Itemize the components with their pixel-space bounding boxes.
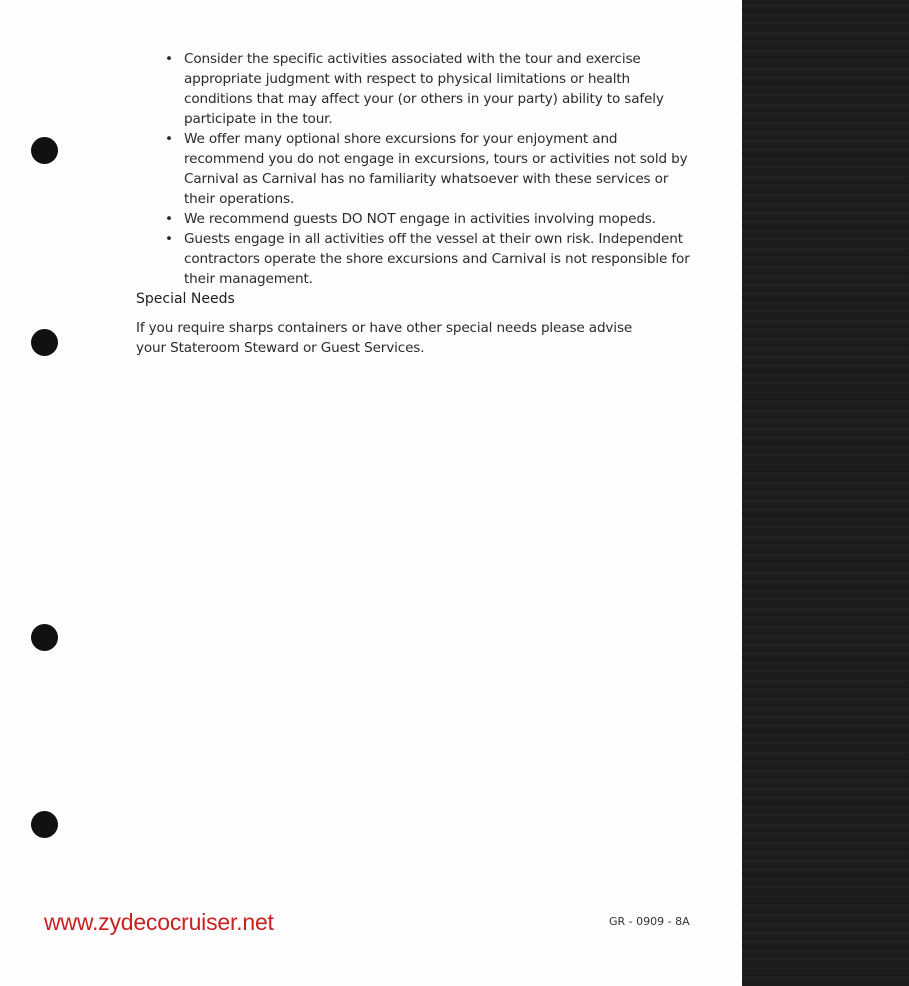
list-item bbox=[165, 229, 695, 289]
binder-hole bbox=[31, 329, 58, 356]
list-item bbox=[165, 129, 695, 209]
list-item bbox=[165, 49, 695, 129]
bullet-icon: • bbox=[165, 231, 173, 247]
scan-background-edge bbox=[742, 0, 909, 986]
bullet-icon: • bbox=[165, 51, 173, 67]
list-item-text: We recommend guests DO NOT engage in activities involving mopeds. bbox=[184, 211, 656, 227]
list-item-text: Guests engage in all activities off the vessel at their own risk. Independent contractors operate the shore excursions and Carnival is not responsible for their management. bbox=[184, 231, 690, 287]
list-item-text: We offer many optional shore excursions for your enjoyment and recommend you do not engage in excursions, tours or activities not sold by Carnival as Carnival has no familiarity whatsoever with these services or their operations. bbox=[184, 131, 688, 207]
special-needs-heading: Special Needs bbox=[136, 291, 235, 307]
bullet-icon: • bbox=[165, 211, 173, 227]
binder-hole bbox=[31, 624, 58, 651]
bullet-icon: • bbox=[165, 131, 173, 147]
binder-hole bbox=[31, 137, 58, 164]
excursion-guidelines-list bbox=[165, 49, 695, 289]
list-item-text: Consider the specific activities associated with the tour and exercise appropriate judgment with respect to physical limitations or health conditions that may affect your (or others in your party) ability to safely participate in the tour. bbox=[184, 51, 664, 127]
website-watermark: www.zydecocruiser.net bbox=[44, 909, 274, 935]
binder-hole bbox=[31, 811, 58, 838]
special-needs-body: If you require sharps containers or have other special needs please advise your Stateroom Steward or Guest Services. bbox=[136, 320, 633, 356]
form-code: GR - 0909 - 8A bbox=[609, 915, 690, 928]
list-item bbox=[165, 209, 695, 229]
